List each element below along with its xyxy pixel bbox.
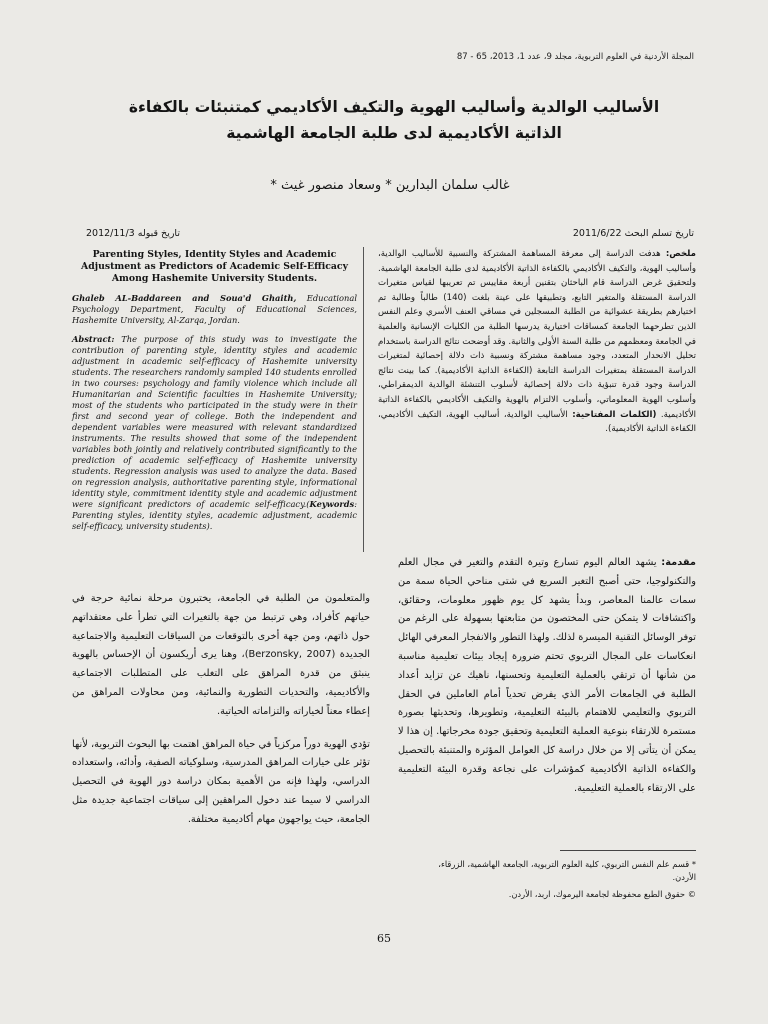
arabic-abstract <box>378 247 696 437</box>
english-author-affiliation: Educational Psychology Department, Faculty of Educational Sciences, Hashemite University, Al-Zarqa, Jordan. <box>72 293 357 325</box>
english-author-names: Ghaleb AL-Baddareen and Soua'd Ghaith, <box>72 293 297 303</box>
body-paragraph-2: تؤدي الهوية دوراً مركزياً في حياة المراهق اهتمت بها البحوث التربوية، لأنها تؤثر على خيارات المراهق المدرسية، وسلوكياته الصفية، وأدائه، واستعداده الدراسي، ولهذا فإنه من الأهمية بمكان دراسة دور الهوية في التحصيل الدراسي لا سيما عند دخول المراهقين إلى سياقات اجتماعية جديدة مثل الجامعة، حيث يواجهون مهام أكاديمية مختلفة. <box>72 738 370 825</box>
english-keywords-label: Keywords <box>309 499 355 509</box>
arabic-keywords-text: الأساليب الوالدية، أساليب الهوية، التكيف الأكاديمي، الكفاءة الذاتية الأكاديمية). <box>378 409 696 435</box>
arabic-authors: غالب سلمان البدارين * وسعاد منصور غيث * <box>270 178 510 193</box>
footnote-affiliation: * قسم علم النفس التربوي، كلية العلوم التربوية، الجامعة الهاشمية، الزرقاء، الأردن. <box>438 859 696 882</box>
english-abstract-column <box>72 247 364 552</box>
body-paragraph-1: والمتعلمون من الطلبة في الجامعة، يختبرون مرحلة نمائية حرجة في حياتهم كأفراد، وهي ترتبط من جهة بالتغيرات التي تطرأ على معتقداتهم حول ذاتهم، ومن جهة أخرى بالتوقعات من السياقات التعليمية والاجتماعية الجديدة (Berzonsky, 2007)، وهنا يرى أريكسون أن الإحساس بالهوية ينبثق من قدرة المراهق على التغلب على المتطلبات الاجتماعية والأكاديمية، والتحديات التطورية والنمائية، ومن محاولات المراهق من إعطاء معناً لخياراته والتزاماته الحياتية. <box>72 593 370 717</box>
footnote-copyright: © حقوق الطبع محفوظة لجامعة اليرموك، اربد، الأردن. <box>508 889 696 899</box>
english-abstract-text: The purpose of this study was to investigate the contribution of parenting style, identity styles and academic adjustment in academic self-efficacy of Hashemite university students. The researchers randomly sampled 140 students enrolled in two courses: psychology and family violence which include all Humanitarian and Scientific faculties in Hashemite University; most of the students who participated in the study were in their first and second year of college. Both the independent and dependent variables were measured with relevant standardized instruments. The results showed that some of the independent variables both jointly and relatively contributed significantly to the prediction of academic self-efficacy of Hashemite university students. Regression analysis was used to analyze the data. Based on regression analysis, authoritative parenting style, informational identity style, commitment identity style and academic adjustment were significant predictors of academic self-efficacy.( <box>72 334 357 509</box>
arabic-title-line2: الذاتية الأكاديمية لدى طلبة الجامعة الهاشمية <box>226 124 562 142</box>
journal-header: المجلة الأردنية في العلوم التربوية، مجلد 9، عدد 1، 2013، 65 - 87 <box>456 52 694 62</box>
accepted-date: تاريخ قبوله 2012/11/3 <box>86 228 180 239</box>
arabic-abstract-text: هدفت الدراسة إلى معرفة المساهمة المشتركة والنسبية للأساليب الوالدية، وأساليب الهوية، والتكيف الأكاديمي بالكفاءة الذاتية الأكاديمية لدى طلبة الجامعة الهاشمية. ولتحقيق غرض الدراسة قام الباحثان بتقنين أربعة مقاييس تم تعريبها لقياس متغيرات الدراسة المستقلة والمتغير التابع، وتطبيقها على عينة بلغت (140) طالباً وطالبة تم اختيارهم بطريقة عشوائية من الطلبة المسجلين في مساقي العنف الأسري وعلم النفس الذين تطرحهما الجامعة كمساقات اختيارية يدرسها الطلبة من الكليات الإنسانية والعلمية في الجامعة ومعظمهم من طلبة السنة الأولى والثانية. وقد أوضحت نتائج الدراسة باستخدام تحليل الانحدار المتعدد، وجود مساهمة مشتركة ونسبية ذات دلالة إحصائية لمتغيرات الدراسة المستقلة بمتغيرات الدراسة التابعة (الكفاءة الذاتية الأكاديمية). كما بينت نتائج الدراسة وجود قدرة تنبؤية ذات دلالة إحصائية لأسلوب التنشئة الوالدية الديمقراطي، وأسلوب الهوية المعلوماتي، وأسلوب الالتزام بالهوية والتكيف الأكاديمي بالكفاءة الذاتية الأكاديمية. <box>378 249 697 420</box>
english-keywords-text: : Parenting styles, identity styles, academic adjustment, academic self-efficacy, university students). <box>72 499 357 531</box>
dates-row <box>86 228 694 242</box>
arabic-keywords-label: (الكلمات المفتاحية: <box>572 409 657 420</box>
arabic-title <box>120 94 668 146</box>
introduction-label: مقدمة: <box>661 557 696 568</box>
arabic-title-line1: الأساليب الوالدية وأساليب الهوية والتكيف الأكاديمي كمتنبئات بالكفاءة <box>128 98 660 116</box>
arabic-abstract-label: ملخص: <box>665 249 696 259</box>
footnotes <box>420 858 696 905</box>
introduction-text: يشهد العالم اليوم تسارع وتيرة التقدم والتغير في مجال العلم والتكنولوجيا، حتى أصبح التغير السريع في شتى مناحي الحياة سمة من سمات عالمنا المعاصر، وبدأ يشهد كل يوم ظهور معلومات، وحقائق، واكتشافات لا يتمكن حتى المختصون من متابعتها بسهولة على الرغم من توفر الوسائل التقنية الميسرة لذلك. ولهذا التطور والانفجار المعرفي الهائل انعكاسات على المجال التربوي تحتم ضرورة إيجاد بيئات تعليمية مناسبة من شأنها أن ترتقي بالعملية التعليمية وتحسنها، ناهيك عن تزايد أعداد الطلبة في الجامعات الأمر الذي يفرض تحدياً أمام العاملين في الحقل التربوي والتعليمي للاهتمام بالبيئة التعليمية، وتطويرها، وتحديثها بصورة مستمرة للارتقاء بنوعية العملية التعليمية وتحقيق جودة مخرجاتها. إن هذا لا يمكن أن يتأتى إلا من خلال دراسة كل العوامل المؤثرة والمتنبئة بالتحصيل والكفاءة الذاتية الأكاديمية كمؤشرات على نجاعة وقدرة البيئة التعليمية على الارتقاء بالعملية التعليمية. <box>398 557 696 794</box>
english-authors <box>72 293 357 326</box>
received-date: تاريخ تسلم البحث 2011/6/22 <box>572 228 694 239</box>
introduction-column <box>398 554 696 798</box>
english-abstract <box>72 334 357 532</box>
english-abstract-label: Abstract: <box>72 334 115 344</box>
footnote-divider <box>560 850 696 851</box>
left-body-column <box>72 590 370 844</box>
page-number: 65 <box>377 932 391 945</box>
introduction-paragraph <box>398 554 696 798</box>
english-title: Parenting Styles, Identity Styles and Academic Adjustment as Predictors of Academic Self-Efficacy Among Hashemite University Students. <box>81 249 348 284</box>
